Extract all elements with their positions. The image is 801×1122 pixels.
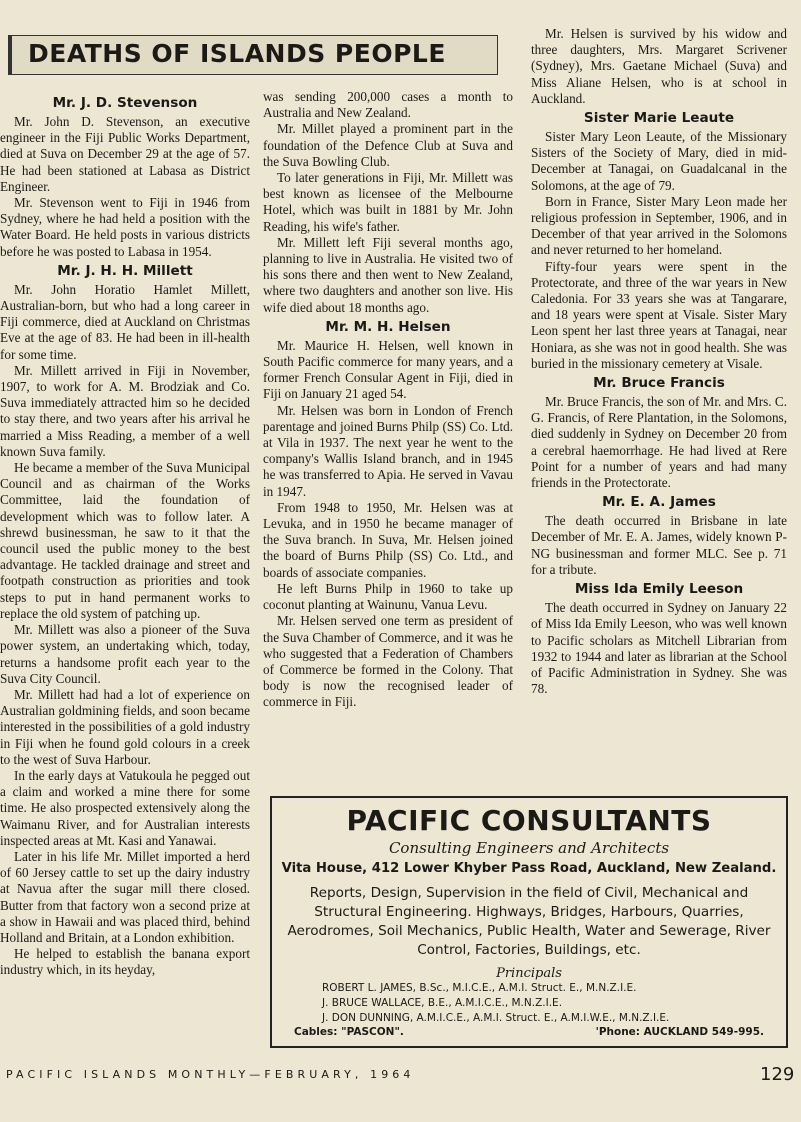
article-paragraph: Mr. Bruce Francis, the son of Mr. and Mrs. C. G. Francis, of Rere Plantation, in the Solomons, died suddenly in Sydney on December 20 from a cerebral haemorrhage. He had lived at Rere Point for a number of years and had many friends in the Protectorate. bbox=[531, 394, 787, 491]
column-3 bbox=[531, 26, 787, 697]
article-paragraph: Mr. Millett left Fiji several months ago, planning to live in Australia. He visited two of his sons there and then went to New Zealand, where two daughters and another son live. His wife died about 18 months ago. bbox=[263, 234, 513, 315]
article-paragraph: Mr. Helsen was born in London of French parentage and joined Burns Philp (SS) Co. Ltd. at Vila in 1937. The next year he went to the company's Wallis Island branch, and in 1945 he was transferred to Apia. He served in Vavau in 1947. bbox=[263, 402, 513, 499]
article-paragraph: Mr. Maurice H. Helsen, well known in South Pacific commerce for many years, and a former French Consular Agent in Fiji, died in Fiji on January 21 aged 54. bbox=[263, 337, 513, 402]
obituary-heading: Mr. J. D. Stevenson bbox=[52, 95, 198, 111]
article-paragraph: Mr. John D. Stevenson, an executive engineer in the Fiji Public Works Department, died at Suva on December 29 at the age of 57. He had been stationed at Labasa as District Engineer. bbox=[0, 114, 250, 194]
article-paragraph: He helped to establish the banana export industry which, in its heyday, bbox=[0, 946, 250, 978]
article-paragraph: Fifty-four years were spent in the Protectorate, and three of the war years in New Caledonia. For 33 years she was at Tangarare, and 18 years were spent at Visale. Sister Mary Leon spent her last three years at Tanagai, near Honiara, as she was not in good health. She was buried in the missionary cemetery at Visale. bbox=[531, 258, 787, 371]
article-paragraph: Born in France, Sister Mary Leon made her religious profession in September, 1906, and in December of that year arrived in the Solomons and never returned to her homeland. bbox=[531, 193, 787, 258]
obituary-heading: Mr. J. H. H. Millett bbox=[57, 262, 193, 279]
article-paragraph: From 1948 to 1950, Mr. Helsen was at Levuka, and in 1950 he became manager of the Suva branch. In Suva, Mr. Helsen joined the board of Burns Philp (SS) Co. Ltd., and boards of associate companies. bbox=[263, 499, 513, 580]
advertisement-box bbox=[270, 796, 788, 1048]
obituary-heading: Sister Marie Leaute bbox=[583, 110, 735, 127]
column-2 bbox=[263, 89, 513, 711]
article-paragraph: Sister Mary Leon Leaute, of the Missionary Sisters of the Society of Mary, died in mid-December at Tanagai, on Guadalcanal in the Solomons, at the age of 79. bbox=[531, 129, 787, 193]
article-paragraph: Mr. Helsen served one term as president of the Suva Chamber of Commerce, and it was he who suggested that a Federation of Chambers of Commerce be formed in the Colony. That body is now the recognised leader of commerce in Fiji. bbox=[263, 613, 513, 710]
ad-tagline: Consulting Engineers and Architects bbox=[388, 839, 670, 857]
article-paragraph: Mr. John Horatio Hamlet Millett, Australian-born, but who had a long career in Fiji commerce, died at Auckland on Christmas Eve at the age of 83. He had been in ill-health for some time. bbox=[0, 281, 250, 362]
obituary-heading: Mr. M. H. Helsen bbox=[325, 318, 451, 335]
ad-phone: 'Phone: AUCKLAND 549-995. bbox=[595, 1026, 764, 1038]
article-paragraph: The death occurred in Brisbane in late December of Mr. E. A. James, widely known P-NG businessman and former MLC. See p. 71 for a tribute. bbox=[531, 513, 787, 577]
page-number: 129 bbox=[760, 1064, 795, 1085]
article-paragraph: Mr. Helsen is survived by his widow and three daughters, Mrs. Margaret Scrivener (Sydney), Mrs. Gaetane Michael (Suva) and Miss Aliane Helsen, who is at school in Auckland. bbox=[531, 26, 787, 106]
article-paragraph: He left Burns Philp in 1960 to take up coconut planting at Wainunu, Vanua Levu. bbox=[263, 580, 513, 613]
obituary-heading: Mr. Bruce Francis bbox=[593, 375, 725, 392]
article-paragraph: Mr. Millett had had a lot of experience on Australian goldmining fields, and soon became interested in the possibilities of a gold industry in Fiji when he found gold colours in a creek to the west of Suva Harbour. bbox=[0, 686, 250, 767]
column-1 bbox=[0, 92, 250, 979]
obituary-heading: Mr. E. A. James bbox=[602, 494, 716, 511]
article-paragraph: He became a member of the Suva Municipal Council and as chairman of the Works Committee, laid the foundation of development which was to follow later. A shrewd businessman, he saw to it that the council used the public money to the best advantage. He tackled drainage and street and footpath construction as priorities and took steps to put in hand permanent works to replace the old system of patching up. bbox=[0, 460, 250, 621]
ad-principals-label: Principals bbox=[496, 966, 562, 981]
ad-address: Vita House, 412 Lower Khyber Pass Road, Auckland, New Zealand. bbox=[281, 861, 777, 876]
section-title: DEATHS OF ISLANDS PEOPLE bbox=[28, 39, 446, 68]
article-paragraph: To later generations in Fiji, Mr. Millett was best known as licensee of the Melbourne Hotel, which was built in 1881 by Mr. John Reading, his wife's father. bbox=[263, 170, 513, 234]
article-paragraph: Mr. Millet played a prominent part in the foundation of the Defence Club at Suva and the Suva Bowling Club. bbox=[263, 121, 513, 169]
article-paragraph: Mr. Millett arrived in Fiji in November, 1907, to work for A. M. Brodziak and Co. Suva immediately attracted him so he decided to stay there, and two years after his arrival he married a Miss Reading, a member of a well known Suva family. bbox=[0, 362, 250, 459]
article-paragraph: Later in his life Mr. Millet imported a herd of 60 Jersey cattle to set up the dairy industry at Navua after the sugar mill there closed. Butter from that factory won a second prize at a show in Hawaii and was placed third, behind Holland and Britain, at a London exhibition. bbox=[0, 848, 250, 945]
obituary-heading: Miss Ida Emily Leeson bbox=[574, 581, 744, 598]
article-paragraph: Mr. Stevenson went to Fiji in 1946 from Sydney, where he had held a position with the Water Board. He held posts in various districts before he was posted to Labasa in 1954. bbox=[0, 195, 250, 259]
ad-contact bbox=[294, 1026, 764, 1038]
ad-principal: J. DON DUNNING, A.M.I.C.E., A.M.I. Struct. E., A.M.I.W.E., M.N.Z.I.E. bbox=[322, 1012, 670, 1024]
article-paragraph: The death occurred in Sydney on January 22 of Miss Ida Emily Leeson, who was well known to Pacific scholars as Mitchell Librarian from 1932 to 1944 and later as librarian at the School of Pacific Administration in Sydney. She was 78. bbox=[531, 600, 787, 697]
ad-services: Reports, Design, Supervision in the field of Civil, Mechanical and Structural Engineering. Highways, Bridges, Harbours, Quarries, Aerodromes, Soil Mechanics, Public Health, Water and Sewerage, River Control, Factories, Buildings, etc. bbox=[287, 885, 771, 958]
ad-company-name: PACIFIC CONSULTANTS bbox=[346, 804, 712, 837]
section-banner bbox=[8, 35, 498, 75]
ad-principal: ROBERT L. JAMES, B.Sc., M.I.C.E., A.M.I. Struct. E., M.N.Z.I.E. bbox=[322, 982, 637, 994]
article-paragraph: In the early days at Vatukoula he pegged out a claim and worked a mine there for some time. He also prospected extensively along the Waimanu River, and for Australian interests inspected areas at Mt. Kasi and Yanawai. bbox=[0, 767, 250, 848]
ad-cables: Cables: "PASCON". bbox=[294, 1026, 404, 1038]
article-paragraph: Mr. Millett was also a pioneer of the Suva power system, an undertaking which, today, returns a handsome profit each year to the Suva City Council. bbox=[0, 622, 250, 686]
page-footer: PACIFIC ISLANDS MONTHLY—FEBRUARY, 1964 bbox=[6, 1068, 415, 1081]
ad-principal: J. BRUCE WALLACE, B.E., A.M.I.C.E., M.N.Z.I.E. bbox=[322, 997, 563, 1009]
article-paragraph: was sending 200,000 cases a month to Australia and New Zealand. bbox=[263, 89, 513, 121]
